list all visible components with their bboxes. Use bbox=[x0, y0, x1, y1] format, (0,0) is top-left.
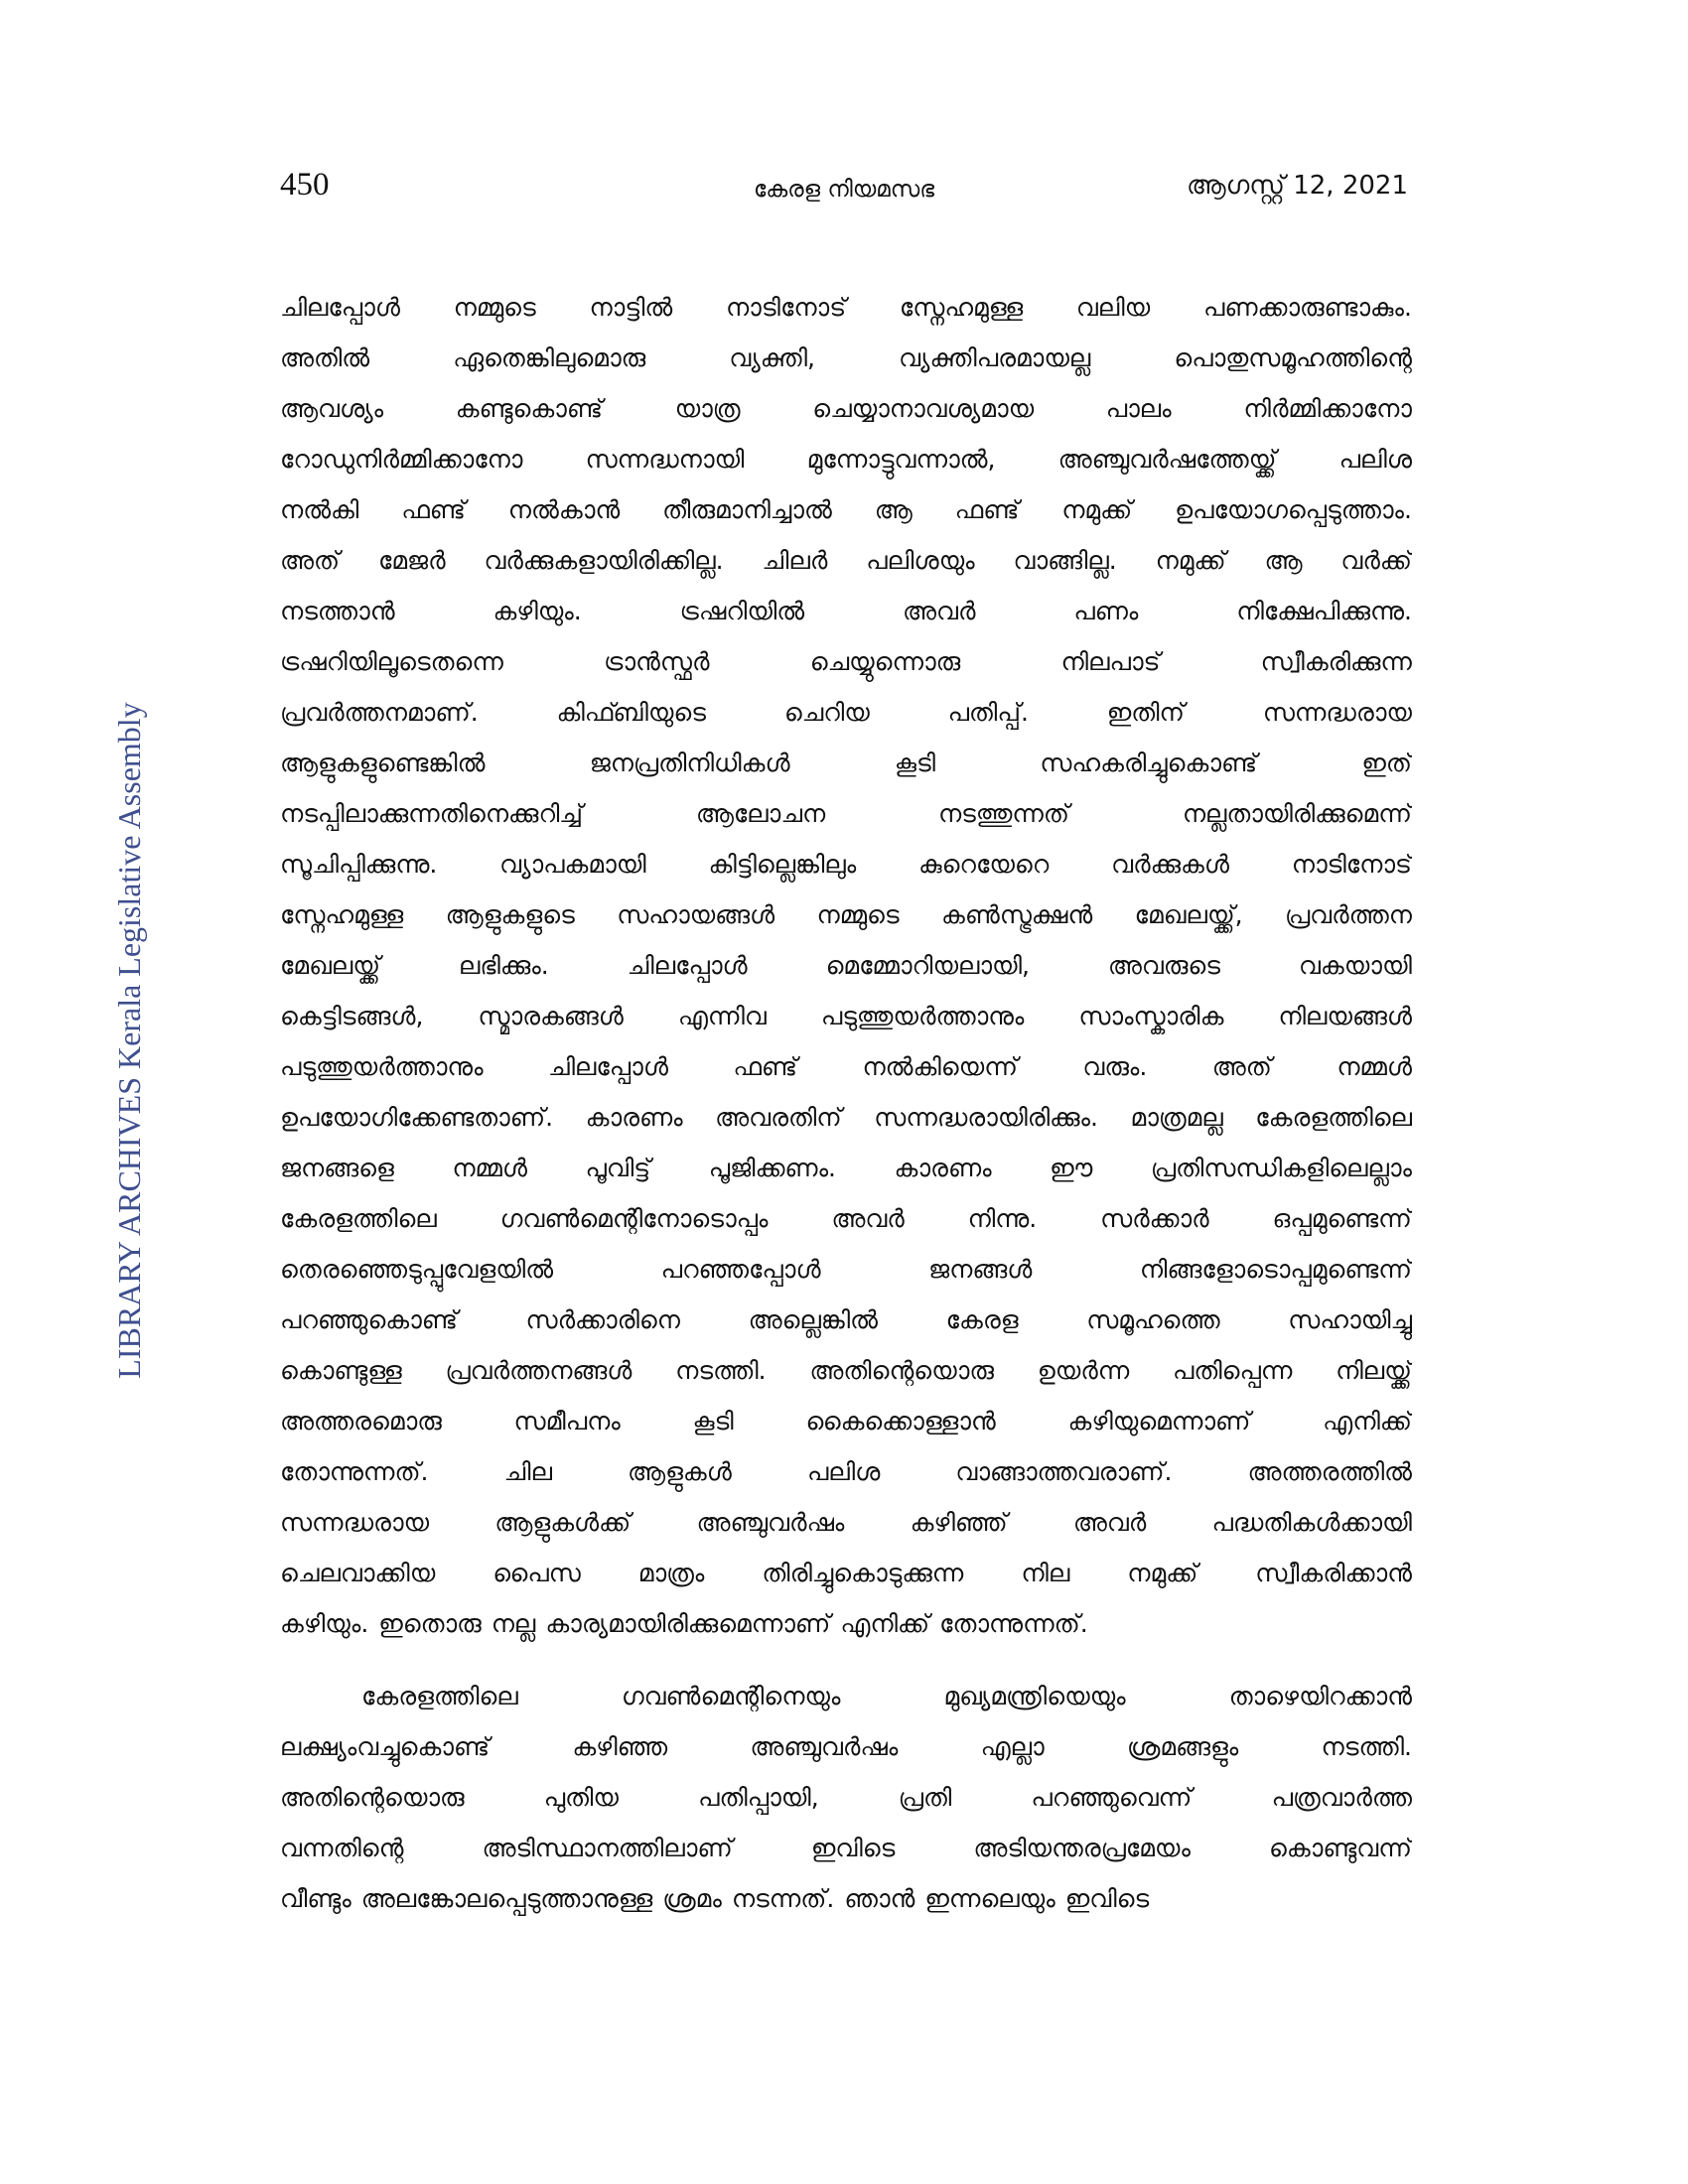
word: തോന്നുന്നത്. bbox=[939, 1609, 1088, 1638]
word: ഫണ്ട് bbox=[401, 495, 466, 524]
text-line bbox=[280, 282, 1412, 333]
word: തെരഞ്ഞെടുപ്പുവേളയിൽ bbox=[280, 1255, 554, 1284]
word: ഇവിടെ bbox=[810, 1834, 896, 1862]
word: വലിയ bbox=[1075, 293, 1151, 322]
word: ശ്രമം bbox=[662, 1884, 722, 1913]
text-line bbox=[280, 1497, 1412, 1548]
word: ഉപയോഗപ്പെടുത്താം. bbox=[1175, 495, 1412, 524]
word: എനിക്ക് bbox=[1323, 1407, 1412, 1435]
word: ഉപയോഗിക്കേണ്ടതാണ്. bbox=[280, 1103, 554, 1132]
text-line bbox=[280, 1721, 1412, 1772]
word: വകയായി bbox=[1298, 951, 1412, 980]
word: ഇത് bbox=[1361, 749, 1412, 777]
word: പലിശ bbox=[1338, 445, 1412, 474]
text-line bbox=[280, 788, 1412, 839]
word: നിക്ഷേപിക്കുന്നു. bbox=[1236, 597, 1412, 625]
paragraph bbox=[280, 1671, 1412, 1924]
text-line bbox=[280, 1671, 1412, 1721]
word: കഴിയും. bbox=[280, 1609, 369, 1638]
word: കാര്യമായിരിക്കുമെന്നാണ് bbox=[545, 1609, 831, 1638]
word: ചിലപ്പോൾ bbox=[548, 1052, 668, 1081]
word: വർക്ക് bbox=[1340, 546, 1412, 575]
text-line bbox=[280, 1041, 1412, 1092]
word: അത്തരമൊരു bbox=[280, 1407, 442, 1435]
word: കൊണ്ടുവന്ന് bbox=[1269, 1834, 1412, 1862]
word: കേരളത്തിലെ bbox=[1255, 1103, 1412, 1132]
word: കേരളത്തിലെ bbox=[280, 1204, 437, 1233]
word: അവരതിന് bbox=[715, 1103, 842, 1132]
word: പണക്കാരുണ്ടാകും. bbox=[1202, 293, 1412, 322]
word: വാങ്ങില്ല. bbox=[1013, 546, 1117, 575]
word: തീരുമാനിച്ചാൽ bbox=[662, 495, 832, 524]
word: ജനങ്ങളെ bbox=[280, 1154, 394, 1182]
word: വ്യാപകമായി bbox=[499, 850, 646, 879]
text-line bbox=[280, 1193, 1412, 1244]
word: മേഖലയ്ക്ക്, bbox=[1134, 900, 1243, 929]
word: കൈക്കൊള്ളാൻ bbox=[805, 1407, 996, 1435]
word: നമ്മൾ bbox=[452, 1154, 527, 1182]
word: ലഭിക്കും. bbox=[458, 951, 549, 980]
word: പൊതുസമൂഹത്തിന്റെ bbox=[1174, 343, 1412, 372]
word: പലിശ bbox=[806, 1457, 881, 1486]
text-line bbox=[280, 333, 1412, 383]
word: പ്രതി bbox=[898, 1783, 952, 1812]
text-line bbox=[280, 1772, 1412, 1823]
word: ജനപ്രതിനിധികൾ bbox=[589, 749, 790, 777]
word: സ്നേഹമുള്ള bbox=[280, 900, 404, 929]
word: വർക്കുകളായിരിക്കില്ല. bbox=[484, 546, 724, 575]
word: ഏതെങ്കിലുമൊരു bbox=[453, 343, 646, 372]
word: ഫണ്ട് bbox=[733, 1052, 798, 1081]
word: പലിശയും bbox=[866, 546, 975, 575]
word: സൂചിപ്പിക്കുന്നു. bbox=[280, 850, 438, 879]
word: സ്നേഹമുള്ള bbox=[899, 293, 1024, 322]
word: സഹകരിച്ചുകൊണ്ട് bbox=[1040, 749, 1258, 777]
word: നിലയ്ക്ക് bbox=[1336, 1356, 1412, 1385]
word: എന്നിവ bbox=[677, 1002, 767, 1030]
word: ചെയ്യുന്നൊരു bbox=[809, 647, 961, 676]
word: ചെറിയ bbox=[783, 698, 870, 727]
word: നിലയങ്ങൾ bbox=[1278, 1002, 1412, 1030]
word: സമൂഹത്തെ bbox=[1086, 1305, 1220, 1334]
text-line bbox=[280, 434, 1412, 484]
word: മാത്രം bbox=[637, 1559, 705, 1587]
word: അഞ്ചുവർഷത്തേയ്ക്ക് bbox=[1057, 445, 1277, 474]
word: കൺസ്ട്രക്ഷൻ bbox=[940, 900, 1093, 929]
word: പതിപ്പ്. bbox=[947, 698, 1029, 727]
document-body bbox=[280, 282, 1412, 1924]
word: മുന്നോട്ടുവന്നാൽ, bbox=[806, 445, 996, 474]
word: പ്രവർത്തനമാണ്. bbox=[280, 698, 479, 727]
text-line bbox=[280, 636, 1412, 687]
word: ചില bbox=[503, 1457, 552, 1486]
word: വരും. bbox=[1082, 1052, 1148, 1081]
word: അവർ bbox=[903, 597, 976, 625]
word: നാടിനോട് bbox=[1291, 850, 1412, 879]
text-line bbox=[280, 1823, 1412, 1873]
word: കുറെയേറെ bbox=[918, 850, 1050, 879]
word: ഫണ്ട് bbox=[954, 495, 1020, 524]
word: സ്മാരകങ്ങൾ bbox=[478, 1002, 624, 1030]
word: പുതിയ bbox=[543, 1783, 619, 1812]
text-line bbox=[280, 383, 1412, 434]
word: സന്നദ്ധരായ bbox=[280, 1508, 430, 1537]
word: പൈസ bbox=[492, 1559, 581, 1587]
word: പാലം bbox=[1105, 394, 1172, 423]
word: ഞാൻ bbox=[844, 1884, 915, 1913]
word: ഇവിടെ bbox=[1064, 1884, 1150, 1913]
word: കേരളത്തിലെ bbox=[361, 1682, 518, 1710]
page-number: 450 bbox=[280, 167, 330, 203]
word: ആലോചന bbox=[695, 799, 826, 828]
word: പറഞ്ഞപ്പോൾ bbox=[660, 1255, 821, 1284]
word: ട്രാൻസ്ഫർ bbox=[604, 647, 710, 676]
word: കാരണം bbox=[894, 1154, 992, 1182]
word: പടുത്തുയർത്താനും bbox=[280, 1052, 484, 1081]
word: നാട്ടിൽ bbox=[589, 293, 673, 322]
word: നമ്മുടെ bbox=[453, 293, 536, 322]
word: ചിലർ bbox=[762, 546, 828, 575]
word: കിട്ടില്ലെങ്കിലും bbox=[708, 850, 857, 879]
word: ഈ bbox=[1050, 1154, 1093, 1182]
word: അത് bbox=[1211, 1052, 1272, 1081]
word: നിലപാട് bbox=[1060, 647, 1161, 676]
word: ചെയ്യാനാവശ്യമായ bbox=[812, 394, 1035, 423]
word: പൂജിക്കണം. bbox=[708, 1154, 836, 1182]
word: ശ്രമങ്ങളും bbox=[1126, 1732, 1239, 1761]
text-line bbox=[280, 1295, 1412, 1345]
word: കെട്ടിടങ്ങൾ, bbox=[280, 1002, 424, 1030]
word: ജനങ്ങൾ bbox=[928, 1255, 1033, 1284]
word: ഒപ്പമുണ്ടെന്ന് bbox=[1272, 1204, 1412, 1233]
word: പദ്ധതികൾക്കായി bbox=[1211, 1508, 1412, 1537]
word: പ്രവർത്തനങ്ങൾ bbox=[445, 1356, 633, 1385]
text-line bbox=[280, 1548, 1412, 1598]
word: ചിലപ്പോൾ bbox=[627, 951, 748, 980]
word: അവർ bbox=[1072, 1508, 1147, 1537]
word: വർക്കുകൾ bbox=[1111, 850, 1229, 879]
word: റോഡുനിർമ്മിക്കാനോ bbox=[280, 445, 523, 474]
word: നല്ലതായിരിക്കുമെന്ന് bbox=[1182, 799, 1412, 828]
text-line bbox=[280, 738, 1412, 788]
word: അവർ bbox=[831, 1204, 905, 1233]
word: നമ്മുടെ bbox=[816, 900, 900, 929]
word: നടപ്പിലാക്കുന്നതിനെക്കുറിച്ച് bbox=[280, 799, 584, 828]
word: ഇതിന് bbox=[1106, 698, 1185, 727]
text-line bbox=[280, 1092, 1412, 1143]
text-line bbox=[280, 687, 1412, 738]
word: സമീപനം bbox=[513, 1407, 621, 1435]
word: ഉയർന്ന bbox=[1037, 1356, 1130, 1385]
word: സഹായങ്ങൾ bbox=[617, 900, 775, 929]
word: നമ്മൾ bbox=[1336, 1052, 1412, 1081]
word: സന്നദ്ധരായിരിക്കും. bbox=[874, 1103, 1098, 1132]
word: നമുക്ക് bbox=[1127, 1559, 1198, 1587]
word: വ്യക്തി, bbox=[729, 343, 815, 372]
paragraph-gap bbox=[280, 1649, 1412, 1671]
word: സർക്കാരിനെ bbox=[525, 1305, 680, 1334]
word: ഗവൺമെന്റിനോടൊപ്പം bbox=[499, 1204, 769, 1233]
text-line bbox=[280, 484, 1412, 535]
word: നിങ്ങളോടൊപ്പമുണ്ടെന്ന് bbox=[1139, 1255, 1412, 1284]
word: ട്രഷറിയിലൂടെതന്നെ bbox=[280, 647, 503, 676]
word: മേഖലയ്ക്ക് bbox=[280, 951, 381, 980]
word: പണം bbox=[1073, 597, 1139, 625]
word: കേരള bbox=[945, 1305, 1019, 1334]
word: ആളുകളുണ്ടെങ്കിൽ bbox=[280, 749, 486, 777]
word: പത്രവാർത്ത bbox=[1271, 1783, 1412, 1812]
word: കൊണ്ടുള്ള bbox=[280, 1356, 402, 1385]
word: തിരിച്ചുകൊടുക്കുന്ന bbox=[762, 1559, 964, 1587]
text-line bbox=[280, 839, 1412, 889]
word: ട്രഷറിയിൽ bbox=[679, 597, 805, 625]
word: ആ bbox=[1264, 546, 1303, 575]
word: സാംസ്കാരിക bbox=[1078, 1002, 1224, 1030]
word: അലങ്കോലപ്പെടുത്താനുള്ള bbox=[360, 1884, 653, 1913]
text-line bbox=[280, 1446, 1412, 1497]
text-line bbox=[280, 889, 1412, 940]
word: ചെലവാക്കിയ bbox=[280, 1559, 436, 1587]
word: നൽകി bbox=[280, 495, 359, 524]
word: വ്യക്തിപരമായല്ല bbox=[899, 343, 1091, 372]
word: സന്നദ്ധനായി bbox=[585, 445, 745, 474]
word: കൂടി bbox=[894, 749, 936, 777]
word: നടത്തുന്നത് bbox=[937, 799, 1070, 828]
word: യാത്ര bbox=[674, 394, 741, 423]
word: ഗവൺമെന്റിനെയും bbox=[621, 1682, 841, 1710]
word: അഞ്ചുവർഷം bbox=[750, 1732, 899, 1761]
word: പറഞ്ഞുവെന്ന് bbox=[1031, 1783, 1193, 1812]
word: അതിന്റെയൊരു bbox=[809, 1356, 994, 1385]
word: അല്ലെങ്കിൽ bbox=[748, 1305, 878, 1334]
word: ഇതൊരു bbox=[378, 1609, 482, 1638]
word: നില bbox=[1021, 1559, 1070, 1587]
word: പതിപ്പെന്ന bbox=[1173, 1356, 1293, 1385]
word: കണ്ടുകൊണ്ട് bbox=[455, 394, 603, 423]
text-line bbox=[280, 1396, 1412, 1446]
word: അടിസ്ഥാനത്തിലാണ് bbox=[482, 1834, 733, 1862]
word: മെമ്മോറിയലായി, bbox=[825, 951, 1030, 980]
word: കഴിഞ്ഞ് bbox=[910, 1508, 1008, 1537]
library-watermark: LIBRARY ARCHIVES Kerala Legislative Assembly bbox=[111, 702, 147, 1379]
word: മേജർ bbox=[377, 546, 446, 575]
word: പറഞ്ഞുകൊണ്ട് bbox=[280, 1305, 458, 1334]
word: ഇന്നലെയും bbox=[924, 1884, 1055, 1913]
word: നൽകാൻ bbox=[507, 495, 621, 524]
word: മുഖ്യമന്ത്രിയെയും bbox=[943, 1682, 1126, 1710]
word: താഴെയിറക്കാൻ bbox=[1228, 1682, 1412, 1710]
word: മാത്രമല്ല bbox=[1130, 1103, 1223, 1132]
word: പൂവിട്ട് bbox=[585, 1154, 651, 1182]
text-line bbox=[280, 940, 1412, 991]
word: ലക്ഷ്യംവച്ചുകൊണ്ട് bbox=[280, 1732, 491, 1761]
word: നാടിനോട് bbox=[725, 293, 847, 322]
word: സ്വീകരിക്കുന്ന bbox=[1260, 647, 1412, 676]
word: കഴിയും. bbox=[492, 597, 582, 625]
word: കിഫ്ബിയുടെ bbox=[556, 698, 706, 727]
word: നമുക്ക് bbox=[1061, 495, 1133, 524]
word: വീണ്ടും bbox=[280, 1884, 352, 1913]
word: അത് bbox=[280, 546, 341, 575]
word: എല്ലാ bbox=[980, 1732, 1045, 1761]
word: നടത്താൻ bbox=[280, 597, 395, 625]
word: അവരുടെ bbox=[1107, 951, 1220, 980]
word: വന്നതിന്റെ bbox=[280, 1834, 404, 1862]
word: വാങ്ങാത്തവരാണ്. bbox=[955, 1457, 1173, 1486]
word: അതിന്റെയൊരു bbox=[280, 1783, 465, 1812]
word: കൂടി bbox=[692, 1407, 734, 1435]
running-title: കേരള നിയമസഭ bbox=[753, 177, 935, 203]
word: അത്തരത്തിൽ bbox=[1247, 1457, 1412, 1486]
word: ആളുകളുടെ bbox=[445, 900, 575, 929]
text-line bbox=[280, 1598, 1412, 1649]
word: ചിലപ്പോൾ bbox=[280, 293, 400, 322]
word: നടത്തി. bbox=[675, 1356, 767, 1385]
text-line bbox=[280, 586, 1412, 636]
word: സർക്കാർ bbox=[1100, 1204, 1209, 1233]
word: നടന്നത്. bbox=[731, 1884, 835, 1913]
paragraph bbox=[280, 282, 1412, 1649]
text-line bbox=[280, 535, 1412, 586]
word: അതിൽ bbox=[280, 343, 370, 372]
text-line bbox=[280, 991, 1412, 1041]
word: സഹായിച്ചു bbox=[1288, 1305, 1412, 1334]
word: നടത്തി. bbox=[1321, 1732, 1412, 1761]
word: പ്രതിസന്ധികളിലെല്ലാം bbox=[1150, 1154, 1412, 1182]
text-line bbox=[280, 1873, 1412, 1924]
word: പ്രവർത്തന bbox=[1284, 900, 1412, 929]
word: പതിപ്പായി, bbox=[698, 1783, 819, 1812]
word: നല്ല bbox=[491, 1609, 536, 1638]
word: തോന്നുന്നത്. bbox=[280, 1457, 429, 1486]
word: നിന്നു. bbox=[967, 1204, 1038, 1233]
word: പടുത്തുയർത്താനും bbox=[820, 1002, 1025, 1030]
word: കാരണം bbox=[585, 1103, 683, 1132]
word: നിർമ്മിക്കാനോ bbox=[1243, 394, 1412, 423]
word: സ്വീകരിക്കാൻ bbox=[1255, 1559, 1412, 1587]
word: ആവശ്യം bbox=[280, 394, 384, 423]
text-line bbox=[280, 1143, 1412, 1193]
word: അടിയന്തരപ്രമേയം bbox=[973, 1834, 1191, 1862]
word: സന്നദ്ധരായ bbox=[1262, 698, 1412, 727]
word: എനിക്ക് bbox=[840, 1609, 930, 1638]
word: നമുക്ക് bbox=[1155, 546, 1226, 575]
word: ആളുകൾക്ക് bbox=[494, 1508, 632, 1537]
word: കഴിഞ്ഞ bbox=[572, 1732, 668, 1761]
text-line bbox=[280, 1244, 1412, 1295]
word: അഞ്ചുവർഷം bbox=[696, 1508, 845, 1537]
page-date: ആഗസ്റ്റ് 12, 2021 bbox=[1187, 171, 1408, 201]
word: ആ bbox=[874, 495, 913, 524]
word: നൽകിയെന്ന് bbox=[862, 1052, 1018, 1081]
text-line bbox=[280, 1345, 1412, 1396]
word: കഴിയുമെന്നാണ് bbox=[1067, 1407, 1251, 1435]
word: ആളുകൾ bbox=[628, 1457, 732, 1486]
